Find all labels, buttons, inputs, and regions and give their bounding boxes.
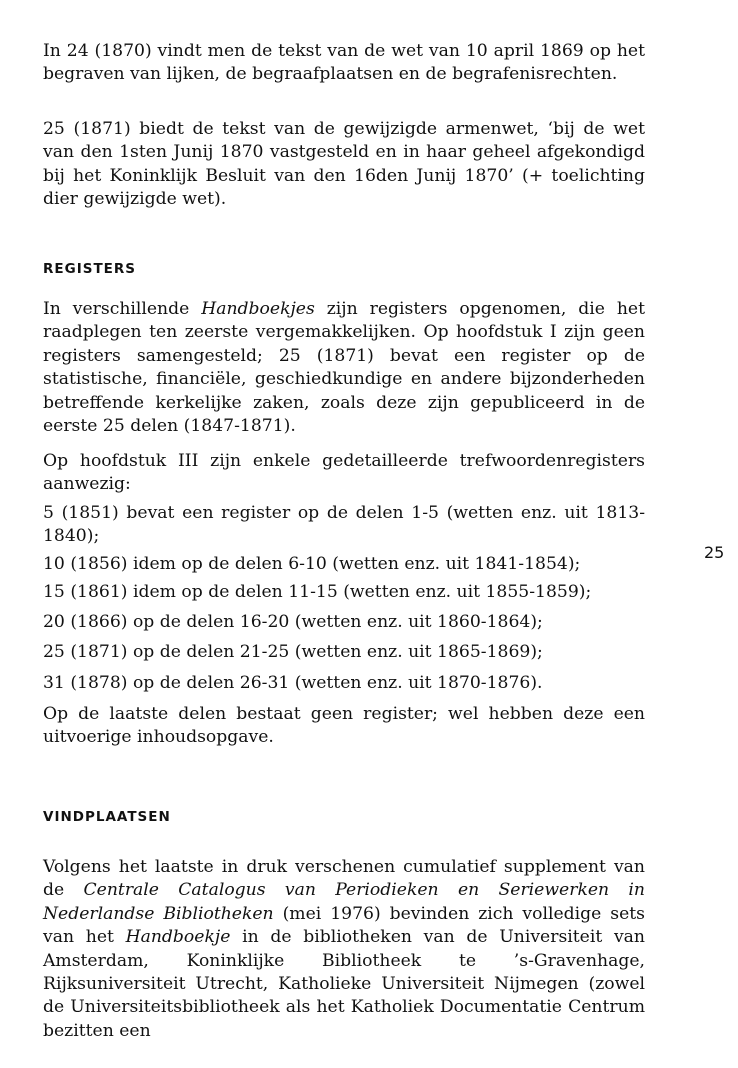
register-list-item: 20 (1866) op de delen 16-20 (wetten enz. uit 1860-1864); — [43, 612, 543, 632]
register-list-item: 5 (1851) bevat een register op de delen 1-5 (wetten enz. uit 1813-1840); — [43, 503, 645, 547]
title-handboekje: Handboekje — [125, 927, 231, 948]
title-handboekjes: Handboekjes — [201, 299, 315, 319]
page-number: 25 — [704, 543, 725, 562]
title-centrale-catalogus: Centrale Catalogus van Periodieken en Seriewerken in Nederlandse Bibliotheken — [43, 880, 645, 924]
paragraph-armenwet: 25 (1871) biedt de tekst van de gewijzigde armenwet, ‘bij de wet van den 1sten Junij 1870 vastgesteld en in haar geheel afgekondigd bij het Koninklijk Besluit van den 16den Junij 1870’ (+ toelichting dier gewijzigde wet). — [43, 119, 645, 210]
paragraph-registers-intro: In verschillende Handboekjes zijn registers opgenomen, die het raadplegen ten zeerste vergemakkelijken. Op hoofdstuk I zijn geen registers samengesteld; 25 (1871) bevat een register op de statistische, financiële, geschiedkundige en andere bijzonderheden betreffende kerkelijke zaken, zoals deze zijn gepubliceerd in de eerste 25 delen (1847-1871). — [43, 299, 645, 437]
paragraph-registers-hoofdstuk-iii: Op hoofdstuk III zijn enkele gedetailleerde trefwoordenregisters aanwezig: — [43, 451, 645, 495]
paragraph-registers-laatste: Op de laatste delen bestaat geen register; wel hebben deze een uitvoerige inhoudsopgave. — [43, 704, 645, 748]
register-list-item: 31 (1878) op de delen 26-31 (wetten enz. uit 1870-1876). — [43, 673, 543, 693]
heading-registers: REGISTERS — [43, 261, 136, 277]
register-list-item: 25 (1871) op de delen 21-25 (wetten enz. uit 1865-1869); — [43, 642, 543, 662]
paragraph-wet-begraven: In 24 (1870) vindt men de tekst van de wet van 10 april 1869 op het begraven van lijken, de begraafplaatsen en de begrafenisrechten. — [43, 41, 645, 85]
register-list-item: 15 (1861) idem op de delen 11-15 (wetten enz. uit 1855-1859); — [43, 582, 592, 602]
heading-vindplaatsen: VINDPLAATSEN — [43, 809, 171, 825]
register-list-item: 10 (1856) idem op de delen 6-10 (wetten enz. uit 1841-1854); — [43, 554, 581, 574]
paragraph-vindplaatsen: Volgens het laatste in druk verschenen cumulatief supplement van de Centrale Catalogus van Periodieken en Seriewerken in Nederlandse Bibliotheken (mei 1976) bevinden zich volledige sets van het Handboekje in de bibliotheken van de Universiteit van Amsterdam, Koninklijke Bibliotheek te ’s-Gravenhage, Rijksuniversiteit Utrecht, Katholieke Universiteit Nijmegen (zowel de Universiteitsbibliotheek als het Katholiek Documentatie Centrum bezitten een — [43, 857, 645, 1041]
